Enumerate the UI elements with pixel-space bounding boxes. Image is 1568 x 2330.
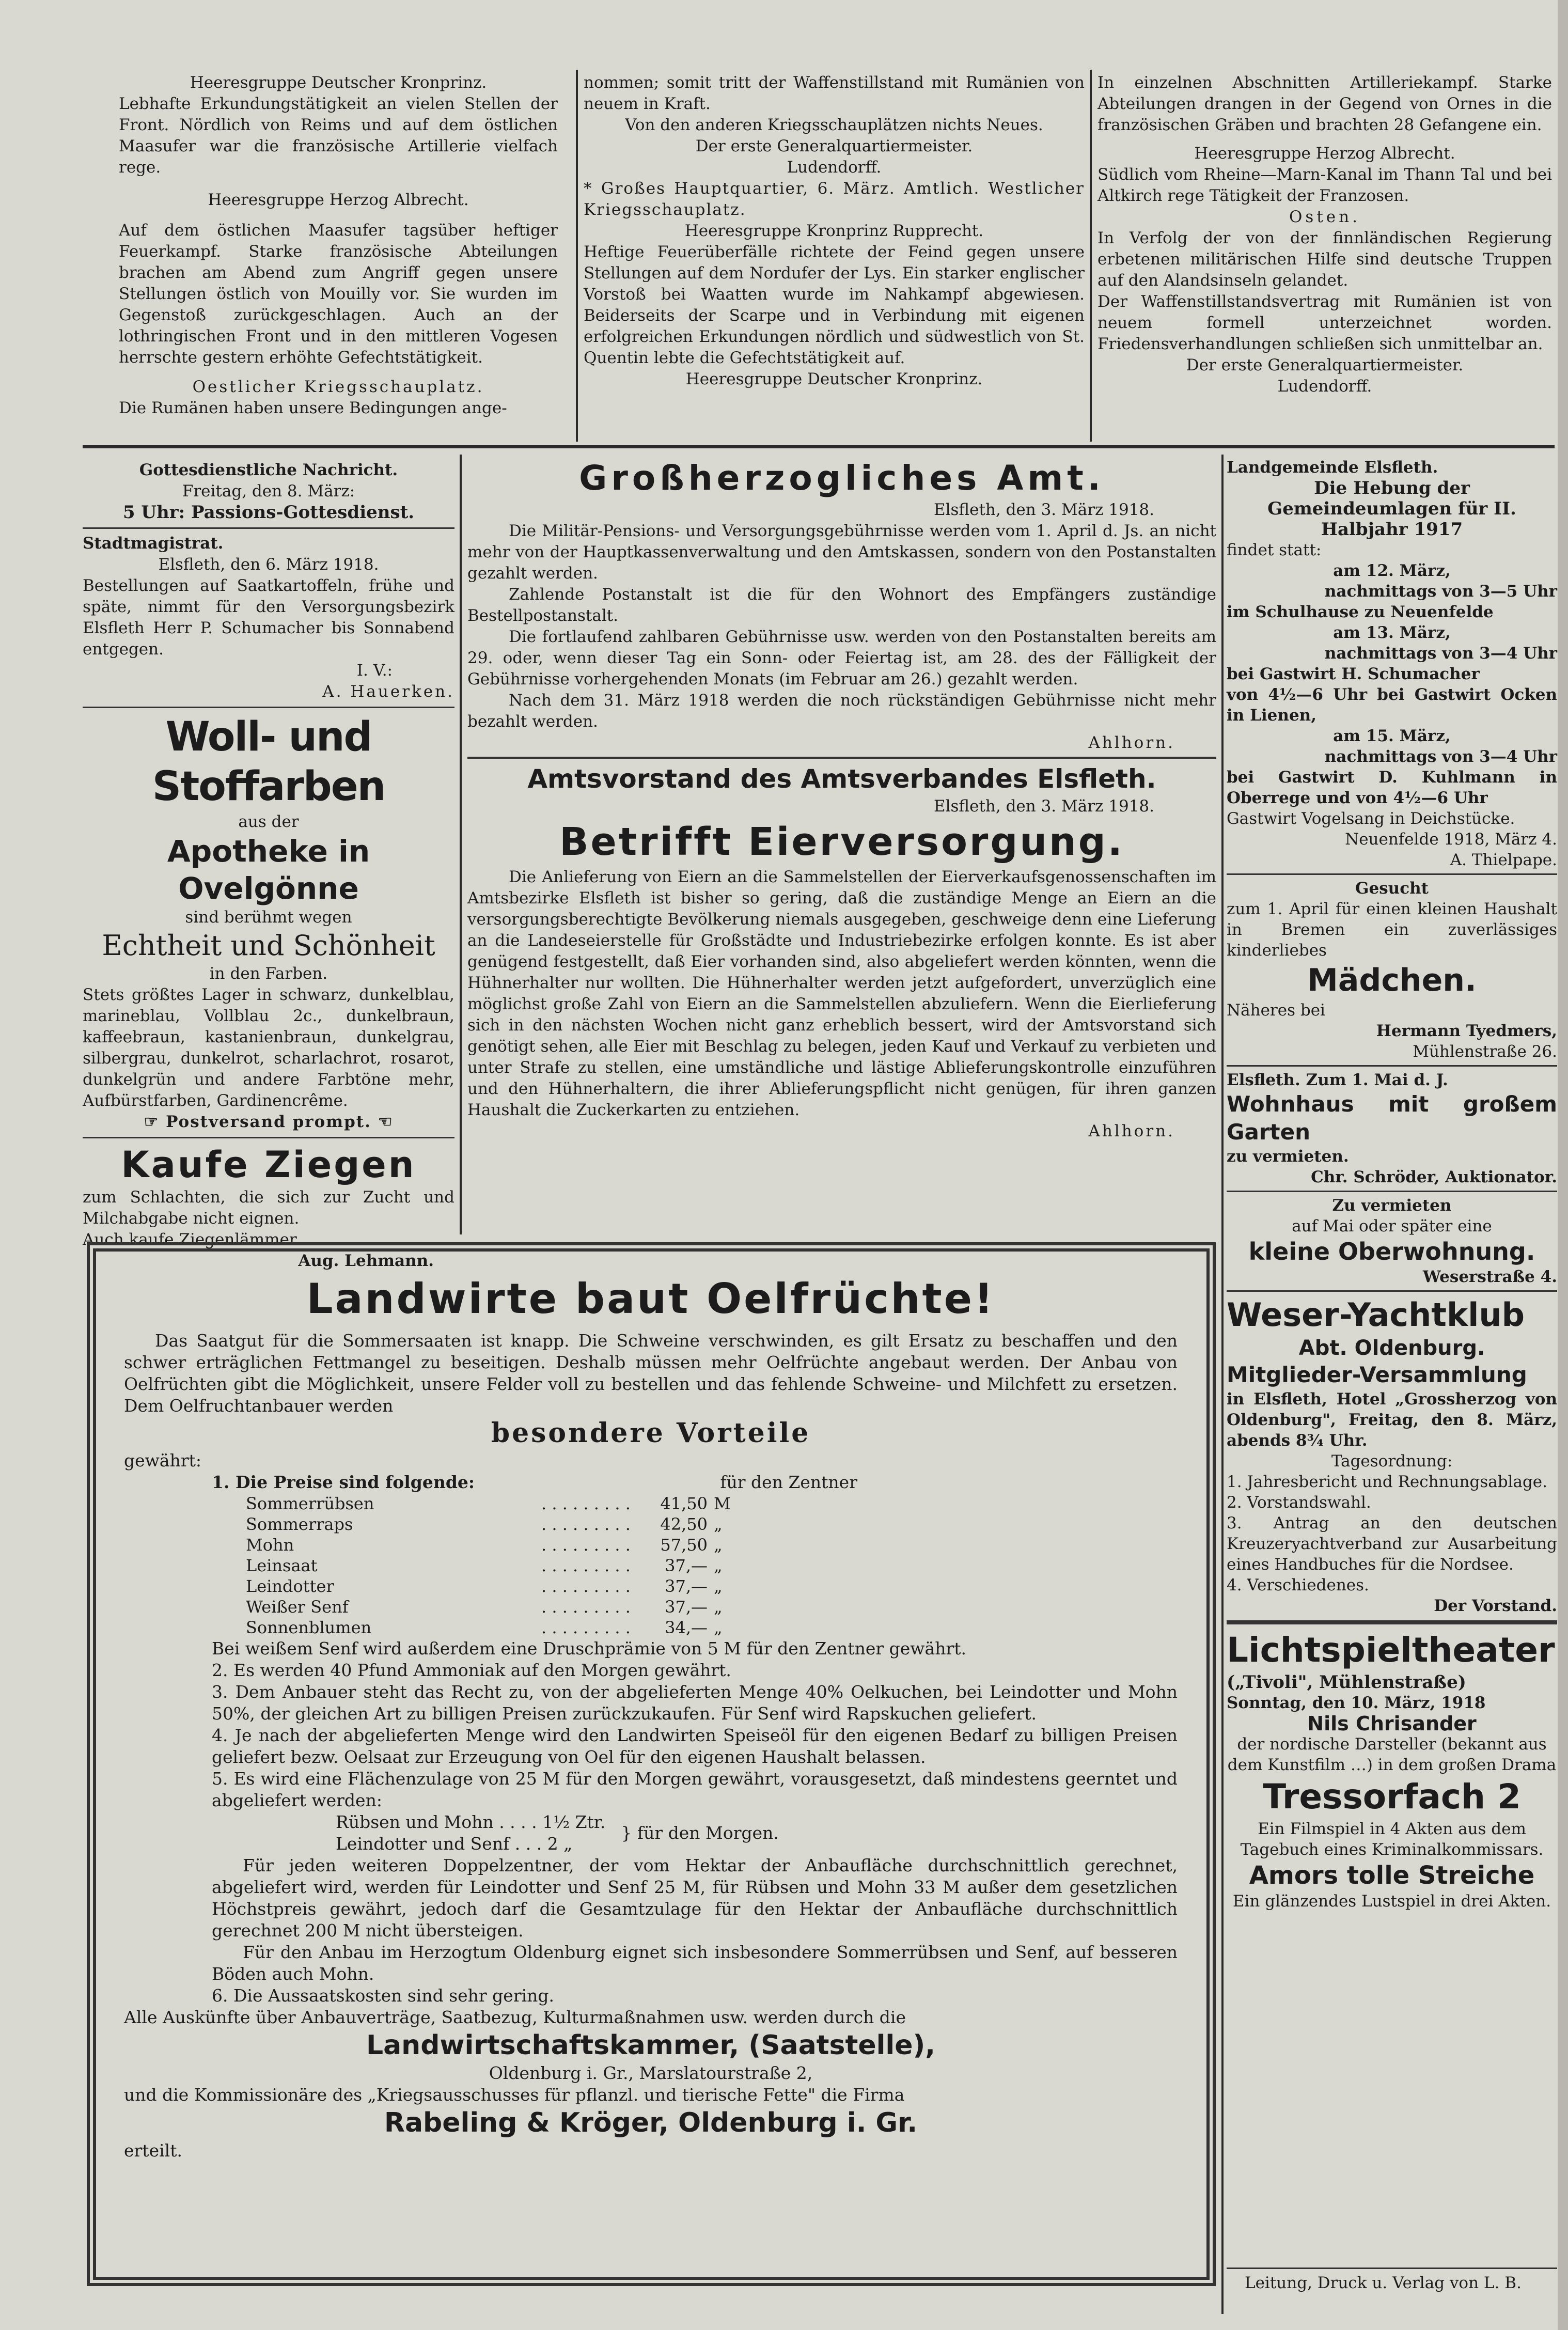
price-dots: . . . . . . . . . [541, 1494, 631, 1513]
oel-firma: Rabeling & Kröger, Oldenburg i. Gr. [384, 2107, 918, 2138]
war-report-col1 [119, 72, 558, 419]
divider [467, 757, 1216, 759]
amt-sign: Ahlhorn. [1088, 733, 1175, 752]
oel-p1-note: Bei weißem Senf wird außerdem eine Druschprämie von 5 M für den Zentner gewährt. [212, 1638, 966, 1659]
divider [1227, 1065, 1557, 1067]
footer-rule [1227, 2268, 1557, 2269]
yacht-item: 1. Jahresbericht und Rechnungsablage. [1227, 1473, 1547, 1491]
yacht-to: Tagesordnung: [1331, 1452, 1453, 1471]
yacht-item: 3. Antrag an den deutschen Kreuzeryachtverband zur Ausarbeitung eines Handbuches für die Nordsee. [1227, 1514, 1557, 1574]
kino-sub: („Tivoli", Mühlenstraße) [1227, 1672, 1466, 1693]
wohn-head: Elsfleth. Zum 1. Mai d. J. [1227, 1071, 1448, 1089]
oel-vorteile: besondere Vorteile [491, 1417, 811, 1449]
footer-text: Leitung, Druck u. Verlag von L. B. [1245, 2274, 1522, 2292]
yacht-text: in Elsfleth, Hotel „Grossherzog von Oldenburg", Freitag, den 8. März, abends 8¾ Uhr. [1227, 1390, 1557, 1450]
oel-kammer: Landwirtschaftskammer, (Saatstelle), [366, 2030, 936, 2061]
oel-requirement-unit: } für den Morgen. [621, 1823, 779, 1843]
yacht-sign: Der Vorstand. [1434, 1597, 1557, 1615]
magistrat-iv: I. V.: [356, 661, 393, 680]
gesucht-title: Gesucht [1355, 879, 1429, 898]
price-row [243, 1617, 738, 1638]
gesucht-big: Mädchen. [1307, 962, 1477, 998]
vorstand-date: Elsfleth, den 3. März 1918. [933, 797, 1154, 816]
footer-imprint [1245, 2273, 1555, 2294]
kino-film: Tressorfach 2 [1263, 1777, 1521, 1817]
farben-apotheke: Apotheke in Ovelgönne [167, 834, 370, 906]
yacht-mv: Mitglieder-Versammlung [1227, 1362, 1527, 1387]
vorstand-title: Amtsvorstand des Amtsverbandes Elsfleth. [527, 764, 1156, 794]
oel-p5-text2: Für den Anbau im Herzogtum Oldenburg eignet sich insbesondere Sommerrübsen und Senf, auf besseren Böden auch Mohn. [212, 1942, 1178, 1984]
pointing-hand-icon: ☜ [371, 1113, 394, 1131]
oel-auskunft: Alle Auskünfte über Anbauverträge, Saatbezug, Kulturmaßnahmen usw. werden durch die [124, 2007, 906, 2027]
gemeinde-line: am 12. März, [1333, 561, 1451, 580]
price-dots: . . . . . . . . . [541, 1556, 631, 1575]
price-crop: Sonnenblumen [246, 1618, 372, 1637]
price-dots: . . . . . . . . . [541, 1597, 631, 1617]
kino-title: Lichtspieltheater [1227, 1630, 1555, 1670]
amt-paragraph: Nach dem 31. März 1918 werden die noch rückständigen Gebührnisse nicht mehr bezahlt werden. [467, 691, 1216, 731]
price-row [243, 1493, 738, 1514]
ziegen-title: Kaufe Ziegen [121, 1144, 416, 1186]
price-dots: . . . . . . . . . [541, 1535, 631, 1555]
price-unit: „ [714, 1535, 723, 1555]
price-dots: . . . . . . . . . [541, 1576, 631, 1596]
wohn-big: Wohnhaus mit großem Garten [1227, 1091, 1557, 1145]
gemeinde-sub: Die Hebung der Gemeindeumlagen für II. Halbjahr 1917 [1267, 478, 1516, 540]
price-row [243, 1535, 738, 1555]
gemeinde-line: nachmittags von 3—4 Uhr [1324, 747, 1557, 766]
price-crop: Leinsaat [246, 1556, 318, 1575]
oel-price-head: 1. Die Preise sind folgende: [212, 1472, 475, 1492]
gemeinde-line: bei Gastwirt D. Kuhlmann in Oberrege und von 4½—6 Uhr [1227, 768, 1557, 807]
oelfruechte-ad [124, 1273, 1178, 2162]
price-value: 37,— [665, 1597, 708, 1617]
gemeinde-findet: findet statt: [1227, 541, 1322, 559]
yacht-item: 4. Verschiedenes. [1227, 1576, 1369, 1594]
oel-intro: Das Saatgut für die Sommersaaten ist knapp. Die Schweine verschwinden, es gilt Ersatz zu beschaffen und den schwer erträglichen Fettmangel zu beseitigen. Deshalb müssen mehr Oelfrüchte angebaut werden. Der Anbau von Oelfrüchten gibt die Möglichkeit, unsere Felder voll zu bestellen und das fehlende Schweine- und Milchfett zu ersetzen. Dem Oelfruchtanbauer werden [124, 1331, 1178, 1416]
price-value: 57,50 [660, 1535, 708, 1555]
gemeinde-line: Gastwirt Vogelsang in Deichstücke. [1227, 809, 1515, 828]
price-table [243, 1493, 738, 1638]
price-unit: „ [714, 1618, 723, 1637]
kino-film-text: Ein Filmspiel in 4 Akten aus dem Tagebuch eines Kriminalkommissars. [1240, 1820, 1544, 1859]
pointing-hand-icon: ☞ [144, 1113, 166, 1131]
report-signature: Ludendorff. [787, 158, 882, 177]
magistrat-title: Stadtmagistrat. [83, 534, 224, 553]
report-text: In einzelnen Abschnitten Artilleriekampf. Starke Abteilungen drangen in der Gegend von Ornes in die französischen Gräben und brachten 28 Gefangene ein. [1097, 73, 1552, 134]
price-row [243, 1597, 738, 1617]
war-report-col2 [584, 72, 1085, 390]
divider [83, 527, 454, 529]
divider [83, 1137, 454, 1138]
page-edge [1558, 0, 1568, 2330]
oel-requirement: Rübsen und Mohn . . . . 1½ Ztr. [336, 1812, 606, 1832]
middle-column [467, 457, 1216, 1142]
report-heading: Heeresgruppe Deutscher Kronprinz. [685, 370, 983, 388]
oel-p5-text: Für jeden weiteren Doppelzentner, der vom Hektar der Anbaufläche durchschnittlich gerechnet, abgeliefert wird, werden für Leindotter und Senf 25 M, für Rübsen und Mohn 33 M außer dem gesetzlichen Höchstpreis gewährt, jedoch darf die Gesamtzulage für den Hektar der Anbaufläche durchschnittlich gerechnet 200 M nicht übersteigen. [212, 1855, 1178, 1941]
oel-point: 2. Es werden 40 Pfund Ammoniak auf den Morgen gewährt. [212, 1660, 731, 1680]
report-text: Südlich vom Rheine—Marn-Kanal im Thann Tal und bei Altkirch rege Tätigkeit der Franzosen. [1097, 165, 1552, 205]
report-heading: * Großes Hauptquartier, 6. März. Amtlich. Westlicher Kriegsschauplatz. [584, 179, 1085, 219]
gemeinde-line: im Schulhause zu Neuenfelde [1227, 603, 1494, 621]
ziegen-sign: Aug. Lehmann. [298, 1252, 434, 1270]
gesucht-naeh: Näheres bei [1227, 1001, 1325, 1020]
report-text: Von den anderen Kriegsschauplätzen nichts Neues. [625, 116, 1043, 134]
report-heading: Heeresgruppe Herzog Albrecht. [1194, 144, 1455, 163]
farben-text: Stets größtes Lager in schwarz, dunkelblau, marineblau, Vollblau 2c., dunkelbraun, kaffeebraun, kastanienbraun, dunkelgrau, silbergrau, dunkelrot, scharlachrot, rosarot, dunkelgrün und andere Farbtöne mehr, Aufbürstfarben, Gardinencrême. [83, 986, 454, 1110]
report-heading: Heeresgruppe Herzog Albrecht. [208, 191, 469, 209]
divider [83, 707, 454, 708]
magistrat-date: Elsfleth, den 6. März 1918. [158, 555, 379, 574]
wohn-sign: Chr. Schröder, Auktionator. [1311, 1168, 1557, 1186]
eier-text: Die Anlieferung von Eiern an die Sammelstellen der Eierverkaufsgenossenschaften im Amtsbezirke Elsfleth ist bisher so gering, daß die zuständige Menge an Eiern an die versorgungsberechtigte Bevölkerung niemals ausgegeben, geschweige denn eine Lieferung an die Landeseierstelle für Großstädte und Industriebezirke erfolgen konnte. Es ist aber genügend festgestellt, daß Eier vorhanden sind, also abgeliefert werden könnten, wenn die Hühnerhalter nur wollten. Die Hühnerhalter werden jetzt aufgefordert, unverzüglich eine möglichst große Zahl von Eiern an die Sammelstellen abzuliefern. Wenn die Eierlieferung sich in den nächsten Wochen nicht ganz erheblich bessert, wird der Amtsvorstand sich genötigt sehen, alle Eier mit Beschlag zu belegen, jeden Kauf und Verkauf zu verbieten und unter Strafe zu stellen, eine umständliche und lästige Ablieferungskontrolle einzuführen und den Hühnerhaltern, die ihrer Ablieferungspflicht nicht genügen, für ihren ganzen Haushalt die Zuckerkarten zu entziehen. [467, 868, 1216, 1119]
price-dots: . . . . . . . . . [541, 1514, 631, 1534]
price-value: 42,50 [660, 1514, 708, 1534]
report-text: Lebhafte Erkundungstätigkeit an vielen Stellen der Front. Nördlich von Reims und auf dem östlichen Maasufer war die französische Artillerie vielfach rege. [119, 95, 558, 177]
report-text: nommen; somit tritt der Waffenstillstand mit Rumänien von neuem in Kraft. [584, 73, 1085, 113]
war-report-col3 [1097, 72, 1552, 397]
oel-price-section [124, 1472, 1178, 2007]
report-text: Der Waffenstillstandsvertrag mit Rumänien ist von neuem formell unterzeichnet worden. Friedensverhandlungen schließen sich unmittelbar an. [1097, 292, 1552, 353]
report-text: Auf dem östlichen Maasufer tagsüber heftiger Feuerkampf. Starke französische Abteilungen brachen am Abend zum Angriff gegen unsere Stellungen östlich von Mouilly vor. Sie wurden im Gegenstoß zurückgeschlagen. Auch an der lothringischen Front und in den mittleren Vogesen herrschte gestern erhöhte Gefechtstätigkeit. [119, 221, 558, 367]
report-text: In Verfolg der von der finnländischen Regierung erbetenen militärischen Hilfe sind deutsche Truppen auf den Alandsinseln gelandet. [1097, 229, 1552, 290]
oel-erteilt: erteilt. [124, 2140, 182, 2161]
report-heading: Osten. [1289, 208, 1360, 226]
divider [1227, 1620, 1557, 1624]
ober-title: Zu vermieten [1332, 1196, 1452, 1215]
report-signature: Der erste Generalquartiermeister. [1186, 356, 1464, 374]
oel-komm: und die Kommissionäre des „Kriegsausschusses für pflanzl. und tierische Fette" die Firma [124, 2085, 905, 2105]
gesucht-text: zum 1. April für einen kleinen Haushalt in Bremen ein zuverlässiges kinderliebes [1227, 900, 1557, 960]
ober-big: kleine Oberwohnung. [1248, 1238, 1535, 1265]
farben-in: in den Farben. [209, 964, 328, 983]
price-crop: Leindotter [246, 1576, 334, 1596]
price-crop: Sommerrübsen [246, 1494, 374, 1513]
gemeinde-line: am 15. März, [1333, 727, 1451, 745]
divider [1227, 1290, 1557, 1292]
amt-paragraph: Die Militär-Pensions- und Versorgungsgebührnisse werden vom 1. April d. Js. an nicht mehr von der Hauptkassenverwaltung und den Amtskassen, sondern von den Postanstalten gezahlt werden. [467, 522, 1216, 583]
gesucht-addr: Mühlenstraße 26. [1413, 1042, 1557, 1061]
gottesdienst-title: Gottesdienstliche Nachricht. [139, 461, 398, 479]
wohn-verm: zu vermieten. [1227, 1147, 1349, 1166]
farben-echtheit: Echtheit und Schönheit [102, 929, 435, 962]
price-row [243, 1555, 738, 1576]
right-column [1227, 457, 1557, 1912]
report-heading: Heeresgruppe Deutscher Kronprinz. [190, 73, 487, 92]
oel-gewaehrt: gewährt: [124, 1450, 201, 1471]
farben-title: Woll- und Stoffarben [152, 714, 385, 810]
amt-title: Großherzogliches Amt. [579, 458, 1105, 498]
report-signature: Ludendorff. [1277, 377, 1372, 396]
oel-kammer-addr: Oldenburg i. Gr., Marslatourstraße 2, [489, 2063, 813, 2083]
oel-point: 6. Die Aussaatskosten sind sehr gering. [212, 1985, 555, 2006]
report-text: Die Rumänen haben unsere Bedingungen ange- [119, 399, 507, 417]
oel-title: Landwirte baut Oelfrüchte! [306, 1275, 995, 1323]
amt-paragraph: Zahlende Postanstalt ist die für den Wohnort des Empfängers zuständige Bestellpostanstalt. [467, 585, 1216, 625]
ziegen-text: zum Schlachten, die sich zur Zucht und Milchabgabe nicht eignen. [83, 1188, 454, 1228]
price-unit: „ [714, 1514, 723, 1534]
oel-point: 3. Dem Anbauer steht das Recht zu, von der abgelieferten Menge 40% Oelkuchen, bei Leindotter und Mohn 50%, der gleichen Art zu billigen Preisen zurückzukaufen. Für Senf wird Rapskuchen geliefert. [212, 1682, 1178, 1724]
price-unit: „ [714, 1556, 723, 1575]
oel-price-unit: für den Zentner [720, 1472, 857, 1492]
yacht-item: 2. Vorstandswahl. [1227, 1493, 1371, 1512]
gemeinde-line: bei Gastwirt H. Schumacher [1227, 665, 1480, 683]
gemeinde-line: nachmittags von 3—4 Uhr [1324, 644, 1557, 663]
gottesdienst-text: 5 Uhr: Passions-Gottesdienst. [122, 502, 415, 523]
gemeinde-line: nachmittags von 3—5 Uhr [1324, 582, 1557, 601]
kino-date: Sonntag, den 10. März, 1918 [1227, 1694, 1486, 1712]
price-row [243, 1514, 738, 1535]
price-value: 41,50 [660, 1494, 708, 1513]
report-heading: Heeresgruppe Kronprinz Rupprecht. [684, 222, 984, 240]
price-unit: M [714, 1494, 731, 1513]
price-row [243, 1576, 738, 1597]
farben-wegen: sind berühmt wegen [185, 908, 352, 927]
price-crop: Sommerraps [246, 1514, 353, 1534]
kino-name: Nils Chrisander [1307, 1712, 1477, 1735]
ziegen-text2: Auch kaufe Ziegenlämmer. [83, 1230, 301, 1249]
price-unit: „ [714, 1597, 723, 1617]
divider [1227, 873, 1557, 875]
oel-point: 4. Je nach der abgelieferten Menge wird den Landwirten Speiseöl für den eigenen Bedarf zu billigen Preisen geliefert bezw. Oelsaat zur Erzeugung von Oel für den eigenen Haushalt belassen. [212, 1725, 1178, 1767]
price-crop: Weißer Senf [246, 1597, 349, 1617]
oel-point: 5. Es wird eine Flächenzulage von 25 M für den Morgen gewährt, vorausgesetzt, daß mindestens geerntet und abgeliefert werden: [212, 1769, 1178, 1810]
kino-film2-text: Ein glänzendes Lustspiel in drei Akten. [1232, 1892, 1551, 1911]
gesucht-name: Hermann Tyedmers, [1376, 1022, 1557, 1040]
amt-date: Elsfleth, den 3. März 1918. [933, 501, 1154, 519]
report-text: Heftige Feuerüberfälle richtete der Feind gegen unsere Stellungen auf dem Nordufer der Lys. Ein starker englischer Vorstoß bei Waatten wurde im Nahkampf abgewiesen. Beiderseits der Scarpe und in Verbindung mit eigenen erfolgreichen Erkundungen nördlich und südwestlich von St. Quentin lebte die Gefechtstätigkeit auf. [584, 243, 1085, 367]
column-rule [576, 70, 578, 442]
report-heading: Oestlicher Kriegsschauplatz. [192, 378, 484, 396]
gemeinde-sign: A. Thielpape. [1450, 851, 1557, 869]
kino-text: der nordische Darsteller (bekannt aus dem Kunstfilm …) in dem großen Drama [1227, 1735, 1557, 1774]
column-rule [1221, 455, 1224, 2314]
report-signature: Der erste Generalquartiermeister. [695, 137, 973, 155]
amt-paragraph: Die fortlaufend zahlbaren Gebührnisse usw. werden von den Postanstalten bereits am 29. oder, wenn dieser Tag ein Sonn- oder Feiertag ist, am 28. des der Fälligkeit der Gebührnisse vorhergehenden Monats (im Februar am 26.) gezahlt werden. [467, 628, 1216, 689]
eier-sign: Ahlhorn. [1088, 1122, 1175, 1140]
oel-requirement: Leindotter und Senf . . . 2 „ [336, 1834, 573, 1854]
kino-film2: Amors tolle Streiche [1249, 1861, 1535, 1890]
ober-text: auf Mai oder später eine [1292, 1217, 1492, 1236]
gemeinde-line: von 4½—6 Uhr bei Gastwirt Ocken in Lienen, [1227, 685, 1557, 725]
price-value: 37,— [665, 1576, 708, 1596]
divider [1227, 1191, 1557, 1192]
price-value: 34,— [665, 1618, 708, 1637]
eier-title: Betrifft Eierversorgung. [559, 820, 1124, 864]
yacht-title: Weser-Yachtklub [1227, 1296, 1525, 1334]
farben-post: ☞ Postversand prompt. ☜ [144, 1113, 394, 1131]
column-rule [460, 455, 462, 1234]
magistrat-text: Bestellungen auf Saatkartoffeln, frühe und späte, nimmt für den Versorgungsbezirk Elsfleth Herr P. Schumacher bis Sonnabend entgegen. [83, 576, 454, 659]
gemeinde-title: Landgemeinde Elsfleth. [1227, 458, 1438, 477]
magistrat-sign: A. Hauerken. [322, 682, 454, 701]
gemeinde-line: am 13. März, [1333, 623, 1451, 642]
column-rule [1090, 70, 1092, 442]
price-unit: „ [714, 1576, 723, 1596]
yacht-abt: Abt. Oldenburg. [1298, 1336, 1485, 1360]
price-crop: Mohn [246, 1535, 294, 1555]
section-rule [83, 445, 1555, 448]
gottesdienst-date: Freitag, den 8. März: [182, 482, 355, 501]
ober-addr: Weserstraße 4. [1422, 1268, 1557, 1286]
farben-aus: aus der [238, 812, 299, 831]
price-dots: . . . . . . . . . [541, 1618, 631, 1637]
price-value: 37,— [665, 1556, 708, 1575]
gemeinde-place: Neuenfelde 1918, März 4. [1345, 830, 1557, 849]
left-column [83, 460, 454, 1272]
